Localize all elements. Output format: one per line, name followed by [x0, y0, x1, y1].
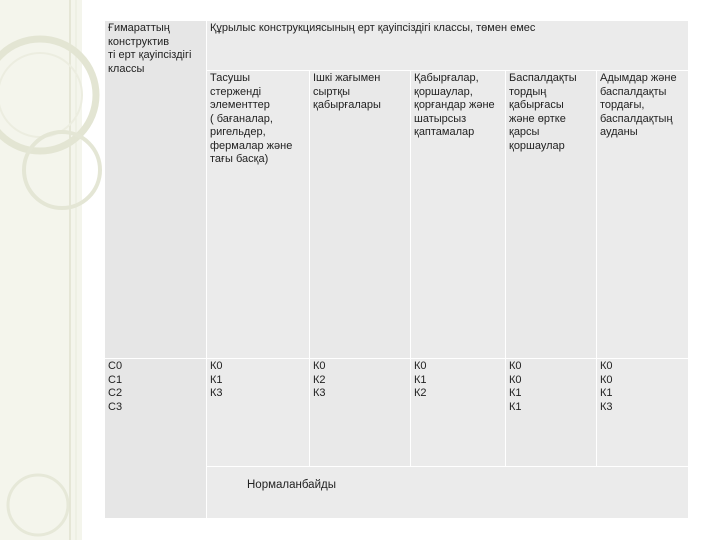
- header-construction-class: Құрылыс конструкциясының ерт қауіпсіздігі классы, төмен емес: [210, 22, 536, 34]
- row-classes-cell: [105, 359, 207, 519]
- not-normalized-cell: [207, 467, 689, 519]
- decor-circle: [8, 475, 68, 535]
- not-normalized-note: Нормаланбайды: [247, 479, 336, 491]
- values-load-bearing: К0 К1 К3: [210, 360, 223, 399]
- row-classes: С0 С1 С2 С3: [108, 360, 123, 413]
- subheader-stair-walls: Баспалдақты тордың қабырғасы және өртке қарсы қоршаулар: [509, 72, 577, 152]
- fire-safety-table: [104, 20, 689, 519]
- values-stair-steps: К0 К0 К1 К3: [600, 360, 613, 413]
- decor-circle: [0, 53, 82, 137]
- subheader-stair-steps: Адымдар және баспалдақты тордағы, баспалдақтың ауданы: [600, 72, 677, 138]
- value-cell: [506, 359, 597, 467]
- decor-circle: [0, 39, 96, 151]
- subheader-walls-partitions: Қабырғалар, қоршаулар, қорғандар және шатырсыз қаптамалар: [414, 72, 495, 138]
- value-cell: [411, 359, 506, 467]
- header-building-class-cell: [105, 21, 207, 359]
- subheader-outer-walls: Ішкі жағымен сыртқы қабырғалары: [313, 72, 381, 111]
- value-cell: [207, 359, 310, 467]
- header-building-class: Ғимараттың конструктив ті ерт қауіпсіздігі классы: [108, 22, 192, 75]
- values-walls-partitions: К0 К1 К2: [414, 360, 427, 399]
- subheader-cell: [597, 71, 689, 359]
- values-stair-walls: К0 К0 К1 К1: [509, 360, 522, 413]
- decor-circle: [24, 132, 100, 208]
- decor-bar: [0, 0, 82, 540]
- subheader-cell: [411, 71, 506, 359]
- subheader-cell: [310, 71, 411, 359]
- header-construction-class-cell: [207, 21, 689, 71]
- subheader-cell: [207, 71, 310, 359]
- values-outer-walls: К0 К2 К3: [313, 360, 326, 399]
- subheader-cell: [506, 71, 597, 359]
- subheader-load-bearing: Тасушы стерженді элементтер ( бағаналар, ригельдер, фермалар және тағы басқа): [210, 72, 293, 165]
- value-cell: [597, 359, 689, 467]
- fire-safety-table-container: [104, 20, 688, 518]
- value-cell: [310, 359, 411, 467]
